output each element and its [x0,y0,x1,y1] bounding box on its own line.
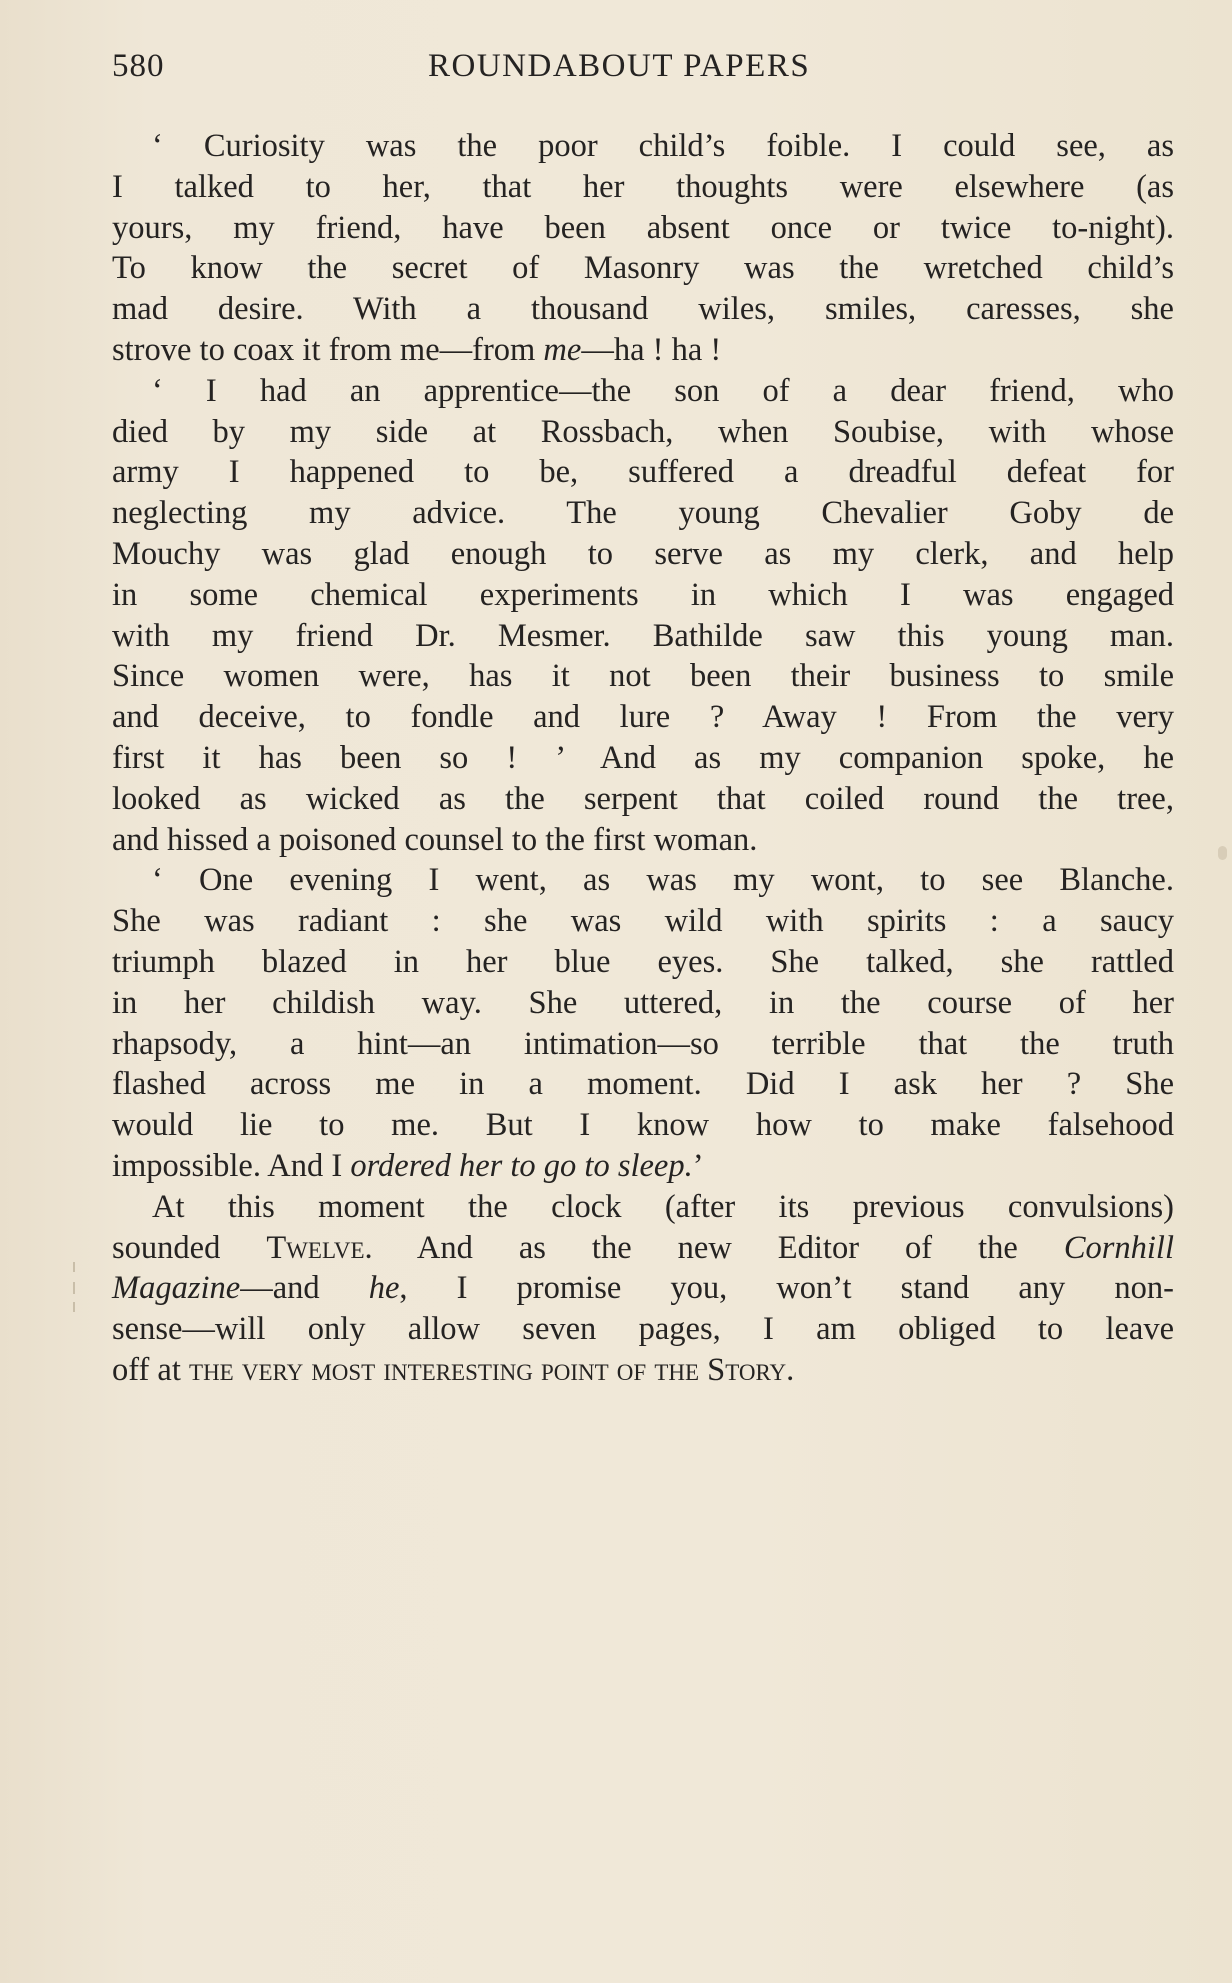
text-line: with my friend Dr. Mesmer. Bathilde saw this young man. [112,617,1174,654]
running-head [112,48,1174,92]
text-line: She was radiant : she was wild with spirits : a saucy [112,903,1174,940]
text-line: and hissed a poisoned counsel to the first woman. [112,821,758,858]
text-line: army I happened to be, suffered a dreadful defeat for [112,454,1174,491]
small-caps-text: the very most interesting point of the Story [189,1351,787,1388]
text-line: in some chemical experiments in which I was engaged [112,576,1174,613]
text-line: looked as wicked as the serpent that coiled round the tree, [112,780,1174,817]
text-line: impossible. And I ordered her to go to sleep.’ [112,1147,704,1184]
text-line: would lie to me. But I know how to make falsehood [112,1107,1174,1144]
page-number: 580 [112,48,165,84]
text-line: Mouchy was glad enough to serve as my clerk, and help [112,535,1174,572]
text-line: strove to coax it from me—from me—ha ! ha ! [112,331,722,368]
text-line: mad desire. With a thousand wiles, smiles, caresses, she [112,291,1174,328]
paper-mark [73,1302,75,1312]
text-line: died by my side at Rossbach, when Soubise, with whose [112,413,1174,450]
paper-speck [1218,846,1227,860]
text-line: triumph blazed in her blue eyes. She talked, she rattled [112,943,1174,980]
text-line: ‘ Curiosity was the poor child’s foible. I could see, as [152,128,1174,164]
text-line: and deceive, to fondle and lure ? Away ! From the very [112,699,1174,736]
text-line: At this moment the clock (after its previous convulsions) [152,1188,1174,1225]
text-line: in her childish way. She uttered, in the course of her [112,984,1174,1021]
text-line: ‘ I had an apprentice—the son of a dear friend, who [152,372,1174,409]
text-line: flashed across me in a moment. Did I ask her ? She [112,1066,1174,1103]
text-line: I talked to her, that her thoughts were elsewhere (as [112,168,1174,205]
emphasis: ordered her to go to sleep. [350,1147,693,1184]
emphasis: Magazine [112,1270,241,1307]
running-title: ROUNDABOUT PAPERS [428,48,811,84]
paper-mark [73,1282,75,1294]
text-line: sense—will only allow seven pages, I am obliged to leave [112,1311,1174,1348]
text-line: Since women were, has it not been their business to smile [112,658,1174,695]
emphasis: he [368,1270,400,1307]
text-line: To know the secret of Masonry was the wretched child’s [112,250,1174,287]
text-line: neglecting my advice. The young Chevalier Goby de [112,495,1174,532]
text-line: first it has been so ! ’ And as my companion spoke, he [112,739,1174,776]
body-text [112,126,1174,1391]
text-line: rhapsody, a hint—an intimation—so terrible that the truth [112,1025,1174,1062]
text-line: sounded Twelve. And as the new Editor of the Cornhill [112,1229,1174,1266]
text-line: off at the very most interesting point of the Story. [112,1351,795,1388]
text-line: Magazine—and he, I promise you, won’t stand any non- [112,1270,1174,1307]
emphasis: me [543,331,582,368]
emphasis: Cornhill [1063,1229,1174,1266]
small-caps-text: Twelve [266,1229,365,1266]
text-line: yours, my friend, have been absent once or twice to-night). [112,209,1174,246]
text-line: ‘ One evening I went, as was my wont, to see Blanche. [152,862,1174,899]
paper-mark [73,1262,75,1272]
